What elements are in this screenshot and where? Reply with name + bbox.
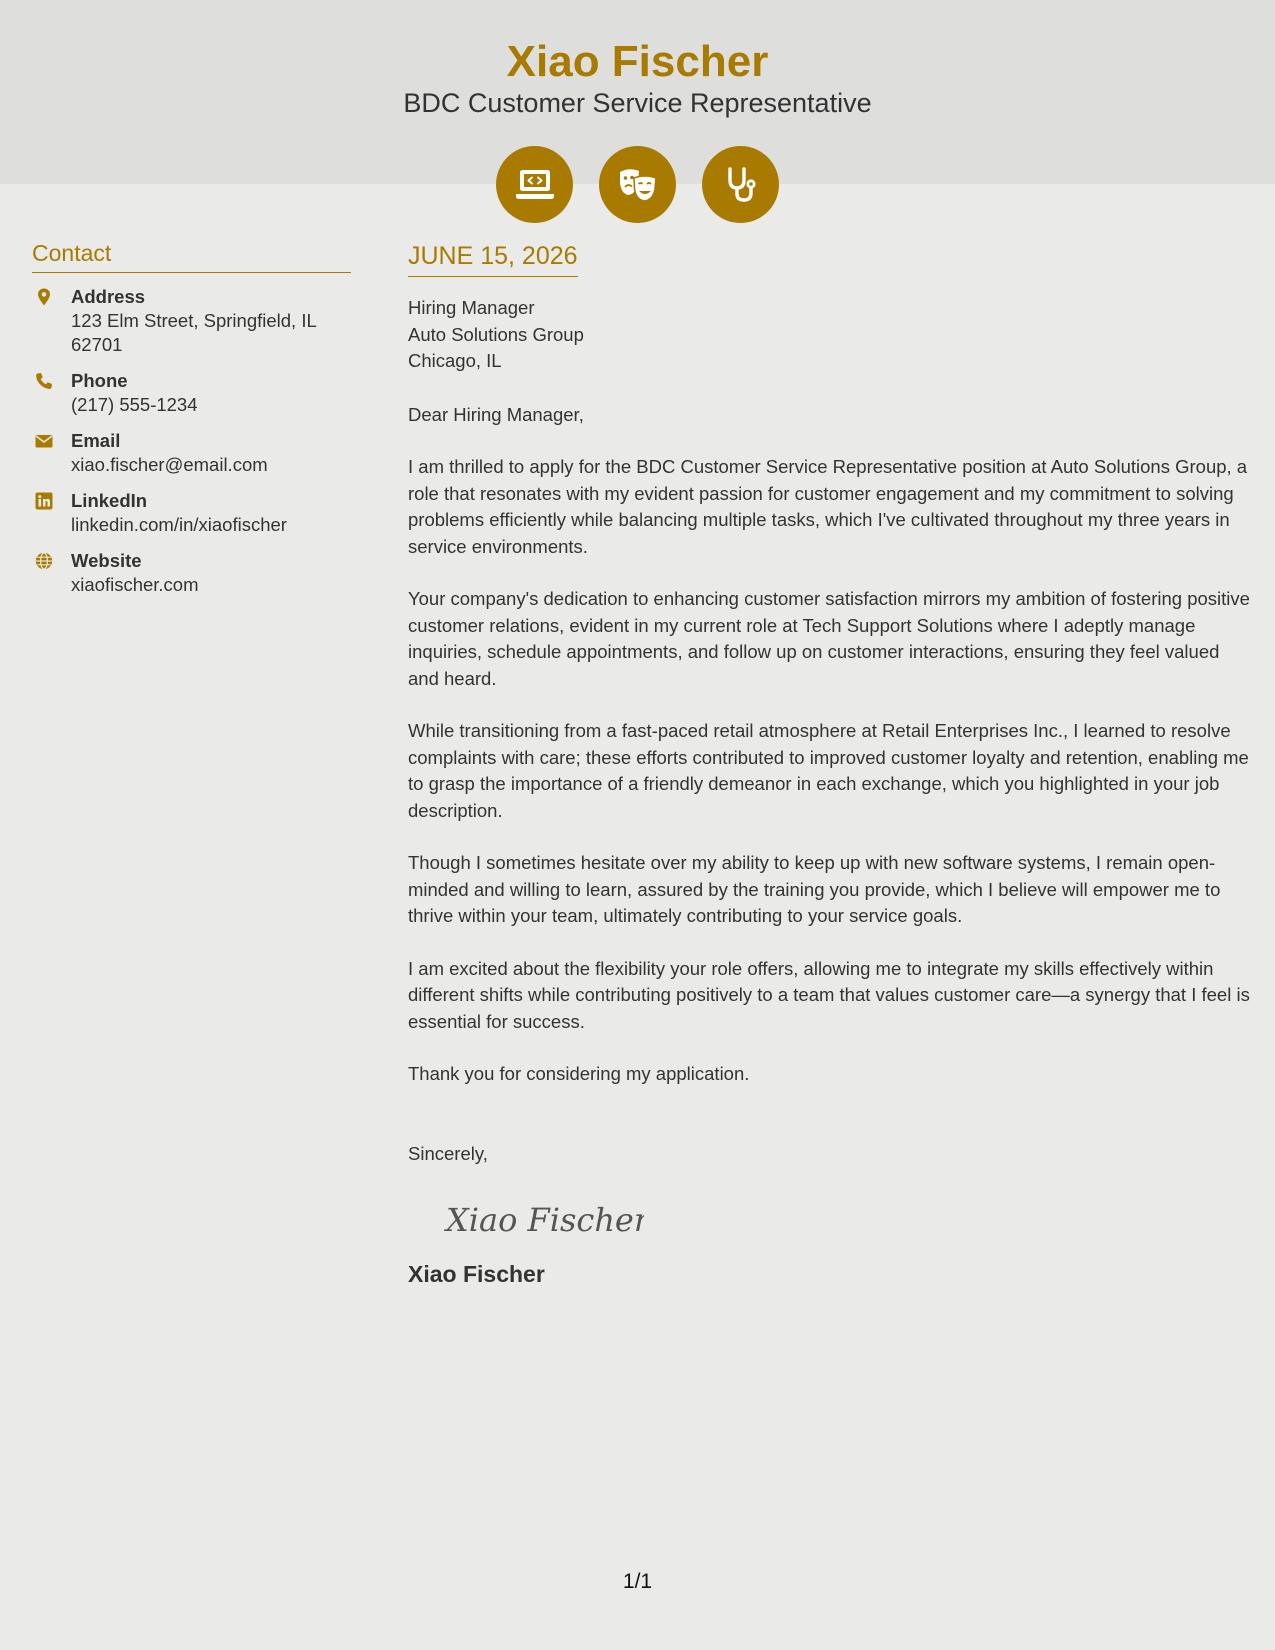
contact-label: LinkedIn [71,490,148,511]
contact-sidebar [32,238,351,609]
globe-icon [35,552,53,570]
paragraph: Thank you for considering my application. [408,1063,750,1084]
phone-icon [35,372,53,390]
applicant-name: Xiao Fischer [506,37,769,86]
page-number: 1/1 [622,1570,653,1593]
contact-list [32,285,351,597]
recipient-company: Auto Solutions Group [408,323,584,345]
recipient-location: Chicago, IL [408,350,502,371]
envelope-icon [35,432,53,450]
contact-label: Address [71,286,146,307]
theater-masks-icon [599,146,676,223]
paragraph: I am excited about the flexibility your role offers, allowing me to integrate my skills effectively within different shifts while contributing positively to a team that values customer care—a synergy that I feel is essential for success. [408,957,1250,1032]
letter-body [408,240,1253,1289]
contact-item-phone [32,369,351,417]
contact-item-website [32,549,351,597]
paragraph: Though I sometimes hesitate over my ability to keep up with new software systems, I remain open-minded and willing to learn, assured by the training you provide, which I believe will empower me to thrive within your team, ultimately contributing to your service goals. [408,852,1221,926]
paragraph: Your company's dedication to enhancing customer satisfaction mirrors my ambition of fostering positive customer relations, evident in my current role at Tech Support Solutions where I adeptly manage inquiries, schedule appointments, and follow up on customer interactions, ensuring they feel valued and heard. [408,588,1250,689]
paragraph: I am thrilled to apply for the BDC Customer Service Representative position at Auto Solutions Group, a role that resonates with my evident passion for customer engagement and my commitment to solving problems efficiently while balancing multiple tasks, which I've cultivated throughout my three years in service environments. [408,456,1248,557]
contact-label: Email [71,430,121,451]
linkedin-icon [35,492,53,510]
letter-date: JUNE 15, 2026 [408,240,578,277]
contact-value: (217) 555-1234 [71,394,198,415]
contact-value: xiao.fischer@email.com [71,454,268,475]
contact-item-address [32,285,351,357]
contact-item-linkedin [32,489,351,537]
stethoscope-icon [702,146,779,223]
map-pin-icon [35,288,53,306]
salutation: Dear Hiring Manager, [408,403,584,425]
handwritten-signature [444,1189,1253,1249]
contact-heading: Contact [32,238,351,273]
contact-value: linkedin.com/in/xiaofischer [71,514,287,535]
contact-value: xiaofischer.com [71,574,199,595]
contact-label: Phone [71,370,128,391]
paragraph: While transitioning from a fast-paced retail atmosphere at Retail Enterprises Inc., I learned to resolve complaints with care; these efforts contributed to improved customer loyalty and retention, enabling me to grasp the importance of a friendly demeanor in each exchange, which you highlighted in your job description. [408,720,1249,821]
job-title: BDC Customer Service Representative [403,88,872,118]
contact-label: Website [71,550,142,571]
signer-name: Xiao Fischer [408,1261,545,1287]
laptop-code-icon [496,146,573,223]
contact-value: 123 Elm Street, Springfield, IL 62701 [71,310,317,355]
closing: Sincerely, [408,1142,488,1164]
contact-item-email [32,429,351,477]
recipient-name: Hiring Manager [408,297,535,318]
recipient-block [408,295,1253,375]
signature-text: Xiao Fischer [446,1201,644,1239]
interest-icons [496,146,779,223]
